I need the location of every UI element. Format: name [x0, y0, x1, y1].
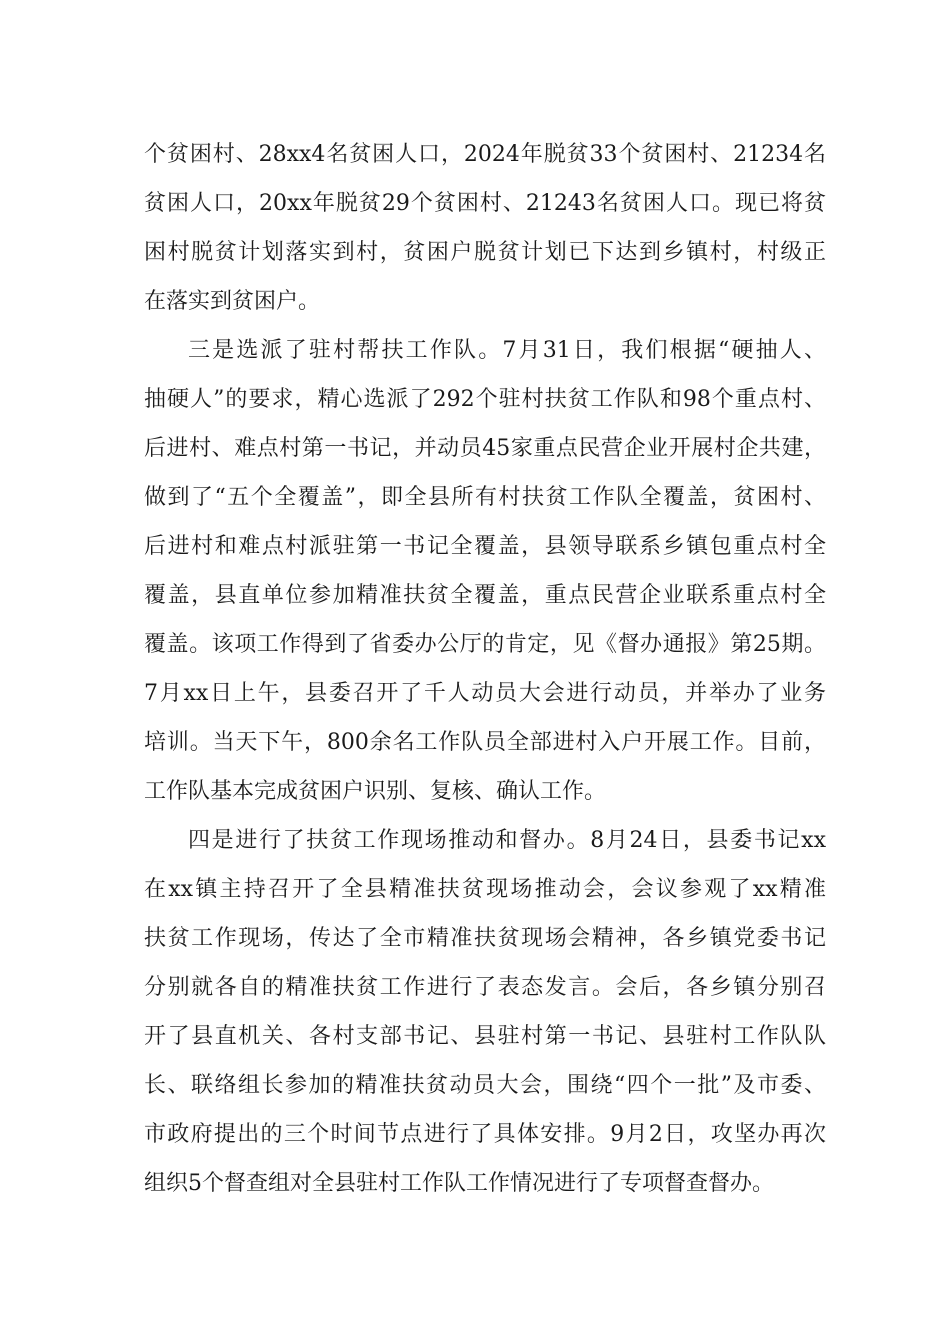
paragraph-work-teams: [144, 326, 826, 816]
text-line: 长、联络组长参加的精准扶贫动员大会，围绕“四个一批”及市委、: [144, 1073, 826, 1098]
text-line: 7月xx日上午，县委召开了千人动员大会进行动员，并举办了业务: [144, 681, 826, 706]
text-line: 组织5个督查组对全县驻村工作队工作情况进行了专项督查督办。: [144, 1171, 774, 1196]
text-line: 后进村和难点村派驻第一书记全覆盖，县领导联系乡镇包重点村全: [144, 534, 826, 559]
text-line: 困村脱贫计划落实到村，贫困户脱贫计划已下达到乡镇村，村级正: [144, 240, 826, 265]
text-line: 覆盖。该项工作得到了省委办公厅的肯定，见《督办通报》第25期。: [144, 632, 826, 657]
text-line: 抽硬人”的要求，精心选派了292个驻村扶贫工作队和98个重点村、: [144, 387, 826, 412]
text-line: 后进村、难点村第一书记，并动员45家重点民营企业开展村企共建，: [144, 436, 826, 461]
paragraph-onsite-promotion: [144, 816, 826, 1208]
text-line: 工作队基本完成贫困户识别、复核、确认工作。: [144, 779, 607, 804]
text-line: 扶贫工作现场，传达了全市精准扶贫现场会精神，各乡镇党委书记: [144, 926, 826, 951]
text-line: 市政府提出的三个时间节点进行了具体安排。9月2日，攻坚办再次: [144, 1122, 826, 1147]
text-line: 三是选派了驻村帮扶工作队。7月31日，我们根据“硬抽人、: [188, 338, 826, 363]
text-line: 培训。当天下午，800余名工作队员全部进村入户开展工作。目前，: [144, 730, 826, 755]
text-line: 分别就各自的精准扶贫工作进行了表态发言。会后，各乡镇分别召: [144, 975, 826, 1000]
text-line: 做到了“五个全覆盖”，即全县所有村扶贫工作队全覆盖，贫困村、: [144, 485, 826, 510]
text-line: 个贫困村、28xx4名贫困人口，2024年脱贫33个贫困村、21234名: [144, 142, 826, 167]
paragraph-poverty-plan: [144, 130, 826, 326]
text-line: 在落实到贫困户。: [144, 289, 321, 314]
document-body: [144, 130, 826, 1208]
text-line: 贫困人口，20xx年脱贫29个贫困村、21243名贫困人口。现已将贫: [144, 191, 826, 216]
text-line: 开了县直机关、各村支部书记、县驻村第一书记、县驻村工作队队: [144, 1024, 826, 1049]
text-line: 覆盖，县直单位参加精准扶贫全覆盖，重点民营企业联系重点村全: [144, 583, 826, 608]
text-line: 四是进行了扶贫工作现场推动和督办。8月24日，县委书记xx: [188, 828, 826, 853]
text-line: 在xx镇主持召开了全县精准扶贫现场推动会，会议参观了xx精准: [144, 877, 826, 902]
